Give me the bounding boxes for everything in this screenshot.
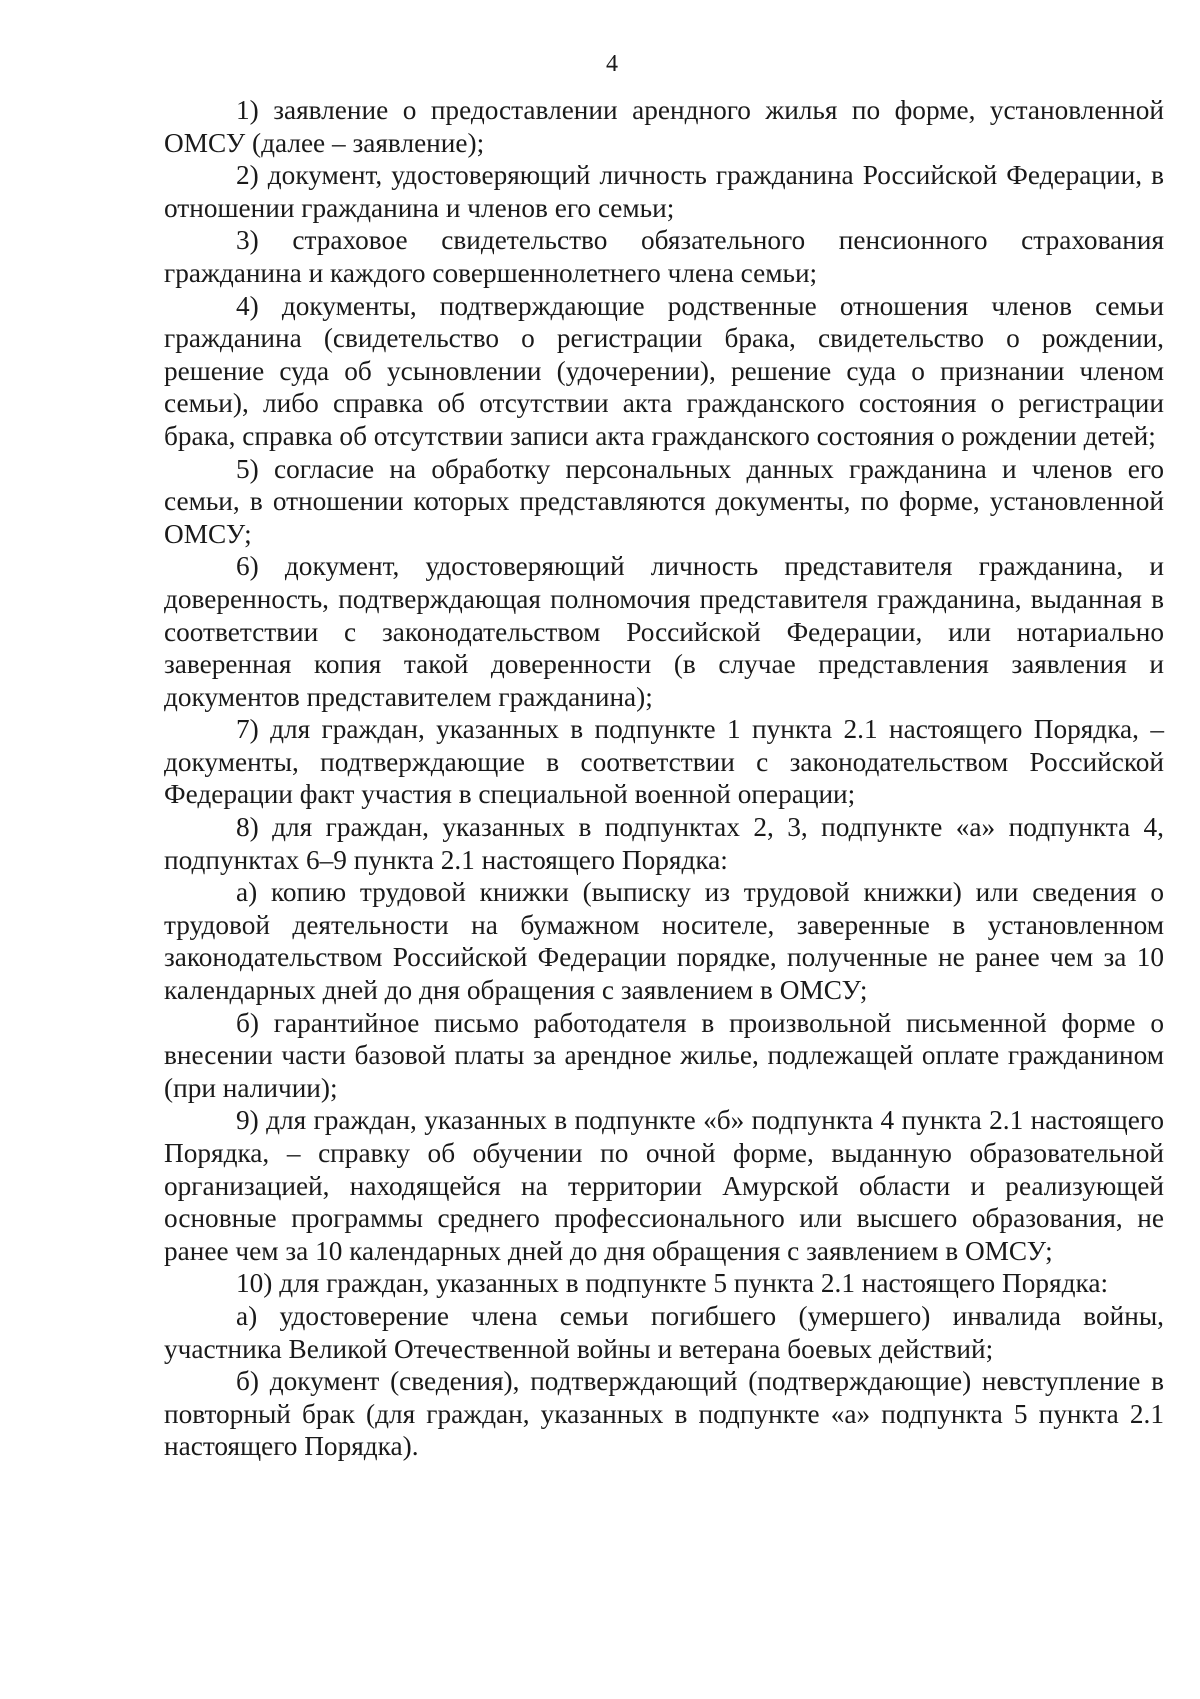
list-item-1: 1) заявление о предоставлении арендного жилья по форме, установленной ОМСУ (далее – заявление); bbox=[164, 95, 1164, 158]
list-item-8: 8) для граждан, указанных в подпунктах 2, 3, подпункте «а» подпункта 4, подпунктах 6–9 пункта 2.1 настоящего Порядка: bbox=[164, 812, 1164, 875]
list-item-10a: а) удостоверение члена семьи погибшего (умершего) инвалида войны, участника Великой Отечественной войны и ветерана боевых действий; bbox=[164, 1300, 1164, 1364]
page-number: 4 bbox=[606, 51, 618, 77]
list-item-8b: б) гарантийное письмо работодателя в произвольной письменной форме о внесении части базовой платы за арендное жилье, подлежащей оплате гражданином (при наличии); bbox=[164, 1007, 1164, 1103]
list-item-2: 2) документ, удостоверяющий личность гражданина Российской Федерации, в отношении гражданина и членов его семьи; bbox=[164, 160, 1164, 223]
list-item-7: 7) для граждан, указанных в подпункте 1 пункта 2.1 настоящего Порядка, – документы, подтверждающие в соответствии с законодательством Российской Федерации факт участия в специальной военной операции; bbox=[164, 714, 1164, 810]
list-item-5: 5) согласие на обработку персональных данных гражданина и членов его семьи, в отношении которых представляются документы, по форме, установленной ОМСУ; bbox=[164, 453, 1164, 549]
list-item-3: 3) страховое свидетельство обязательного пенсионного страхования гражданина и каждого совершеннолетнего члена семьи; bbox=[164, 225, 1164, 288]
document-body bbox=[164, 94, 1164, 1463]
list-item-10: 10) для граждан, указанных в подпункте 5 пункта 2.1 настоящего Порядка: bbox=[236, 1268, 1109, 1299]
list-item-4: 4) документы, подтверждающие родственные отношения членов семьи гражданина (свидетельство о регистрации брака, свидетельство о рождении, решение суда об усыновлении (удочерении), решение суда о признании членом семьи), либо справка об отсутствии акта гражданского состояния о регистрации брака, справка об отсутствии записи акта гражданского состояния о рождении детей; bbox=[164, 290, 1164, 451]
list-item-6: 6) документ, удостоверяющий личность представителя гражданина, и доверенность, подтверждающая полномочия представителя гражданина, выданная в соответствии с законодательством Российской Федерации, или нотариально заверенная копия такой доверенности (в случае представления заявления и документов представителем гражданина); bbox=[164, 551, 1164, 712]
list-item-9: 9) для граждан, указанных в подпункте «б» подпункта 4 пункта 2.1 настоящего Порядка, – справку об обучении по очной форме, выданную образовательной организацией, находящейся на территории Амурской области и реализующей основные программы среднего профессионального или высшего образования, не ранее чем за 10 календарных дней до дня обращения с заявлением в ОМСУ; bbox=[164, 1105, 1164, 1266]
list-item-8a: а) копию трудовой книжки (выписку из трудовой книжки) или сведения о трудовой деятельности на бумажном носителе, заверенные в установленном законодательством Российской Федерации порядке, полученные не ранее чем за 10 календарных дней до дня обращения с заявлением в ОМСУ; bbox=[164, 877, 1164, 1006]
list-item-10b: б) документ (сведения), подтверждающий (подтверждающие) невступление в повторный брак (для граждан, указанных в подпункте «а» подпункта 5 пункта 2.1 настоящего Порядка). bbox=[164, 1366, 1164, 1462]
